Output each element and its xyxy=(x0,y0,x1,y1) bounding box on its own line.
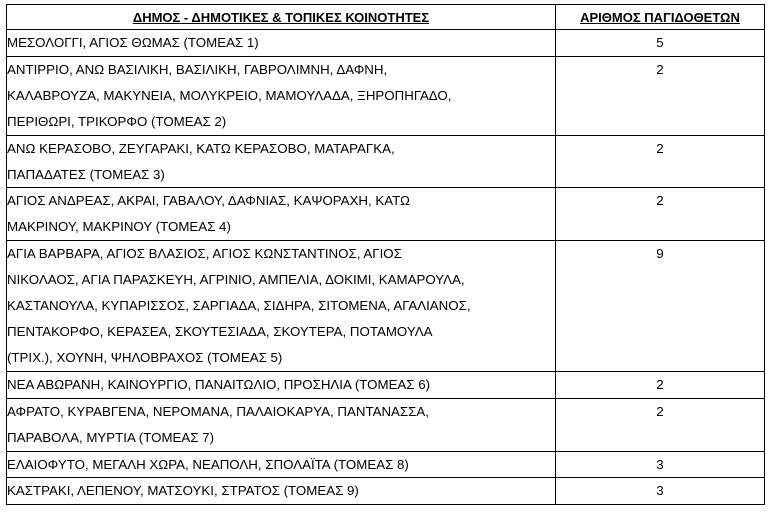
area-line: ΕΛΑΙΟΦΥΤΟ, ΜΕΓΑΛΗ ΧΩΡΑ, ΝΕΑΠΟΛΗ, ΣΠΟΛΑΪΤΑ (ΤΟΜΕΑΣ 8) xyxy=(7,456,409,472)
area-cell xyxy=(7,135,556,188)
table-row xyxy=(7,30,765,57)
area-cell xyxy=(7,241,556,372)
area-line: ΜΑΚΡΙΝΟΥ, ΜΑΚΡΙΝΟΥ (ΤΟΜΕΑΣ 4) xyxy=(7,219,231,235)
sectors-table xyxy=(6,4,765,505)
trap-count-cell: 2 xyxy=(556,56,765,135)
trap-count-cell: 3 xyxy=(556,451,765,478)
table-row xyxy=(7,241,765,372)
area-line: ΜΕΣΟΛΟΓΓΙ, ΑΓΙΟΣ ΘΩΜΑΣ (ΤΟΜΕΑΣ 1) xyxy=(7,35,259,50)
table-row xyxy=(7,478,765,505)
area-line: ΠΑΡΑΒΟΛΑ, ΜΥΡΤΙΑ (ΤΟΜΕΑΣ 7) xyxy=(7,429,214,445)
area-cell xyxy=(7,478,556,505)
area-line: ΝΙΚΟΛΑΟΣ, ΑΓΙΑ ΠΑΡΑΣΚΕΥΗ, ΑΓΡΙΝΙΟ, ΑΜΠΕΛΙΑ, ΔΟΚΙΜΙ, ΚΑΜΑΡΟΥΛΑ, xyxy=(7,272,465,288)
area-cell xyxy=(7,56,556,135)
table-row xyxy=(7,188,765,241)
area-line: ΚΑΣΤΑΝΟΥΛΑ, ΚΥΠΑΡΙΣΣΟΣ, ΣΑΡΓΙΑΔΑ, ΣΙΔΗΡΑ, ΣΙΤΟΜΕΝΑ, ΑΓΑΛΙΑΝΟΣ, xyxy=(7,298,471,314)
trap-count-cell: 5 xyxy=(556,30,765,57)
area-line: ΚΑΛΑΒΡΟΥΖΑ, ΜΑΚΥΝΕΙΑ, ΜΟΛΥΚΡΕΙΟ, ΜΑΜΟΥΛΑΔΑ, ΞΗΡΟΠΗΓΑΔΟ, xyxy=(7,87,452,103)
trap-count-cell: 2 xyxy=(556,398,765,451)
area-cell xyxy=(7,188,556,241)
table-row xyxy=(7,56,765,135)
area-line: ΠΑΠΑΔΑΤΕΣ (ΤΟΜΕΑΣ 3) xyxy=(7,166,165,182)
area-line: ΠΕΝΤΑΚΟΡΦΟ, ΚΕΡΑΣΕΑ, ΣΚΟΥΤΕΣΙΑΔΑ, ΣΚΟΥΤΕΡΑ, ΠΟΤΑΜΟΥΛΑ xyxy=(7,323,433,339)
area-line: ΑΓΙΑ ΒΑΡΒΑΡΑ, ΑΓΙΟΣ ΒΛΑΣΙΟΣ, ΑΓΙΟΣ ΚΩΝΣΤΑΝΤΙΝΟΣ, ΑΓΙΟΣ xyxy=(7,246,402,262)
trap-count-cell: 9 xyxy=(556,241,765,372)
area-line: ΑΝΩ ΚΕΡΑΣΟΒΟ, ΖΕΥΓΑΡΑΚΙ, ΚΑΤΩ ΚΕΡΑΣΟΒΟ, ΜΑΤΑΡΑΓΚΑ, xyxy=(7,140,395,156)
trap-count-cell: 2 xyxy=(556,188,765,241)
trap-count-cell: 2 xyxy=(556,135,765,188)
area-line: (ΤΡΙΧ.), ΧΟΥΝΗ, ΨΗΛΟΒΡΑΧΟΣ (ΤΟΜΕΑΣ 5) xyxy=(7,349,283,365)
area-cell xyxy=(7,451,556,478)
area-cell xyxy=(7,371,556,398)
table-row xyxy=(7,451,765,478)
header-trap-count: ΑΡΙΘΜΟΣ ΠΑΓΙΔΟΘΕΤΩΝ xyxy=(556,5,765,30)
area-cell xyxy=(7,398,556,451)
header-area: ΔΗΜΟΣ - ΔΗΜΟΤΙΚΕΣ & ΤΟΠΙΚΕΣ ΚΟΙΝΟΤΗΤΕΣ xyxy=(7,5,556,30)
table-row xyxy=(7,371,765,398)
area-line: ΝΕΑ ΑΒΩΡΑΝΗ, ΚΑΙΝΟΥΡΓΙΟ, ΠΑΝΑΙΤΩΛΙΟ, ΠΡΟΣΗΛΙΑ (ΤΟΜΕΑΣ 6) xyxy=(7,376,431,392)
area-line: ΑΦΡΑΤΟ, ΚΥΡΑΒΓΕΝΑ, ΝΕΡΟΜΑΝΑ, ΠΑΛΑΙΟΚΑΡΥΑ, ΠΑΝΤΑΝΑΣΣΑ, xyxy=(7,403,429,419)
table-row xyxy=(7,398,765,451)
trap-count-cell: 2 xyxy=(556,371,765,398)
header-row xyxy=(7,5,765,30)
table-row xyxy=(7,135,765,188)
area-line: ΠΕΡΙΘΩΡΙ, ΤΡΙΚΟΡΦΟ (ΤΟΜΕΑΣ 2) xyxy=(7,113,227,129)
area-line: ΑΝΤΙΡΡΙΟ, ΑΝΩ ΒΑΣΙΛΙΚΗ, ΒΑΣΙΛΙΚΗ, ΓΑΒΡΟΛΙΜΝΗ, ΔΑΦΝΗ, xyxy=(7,61,388,77)
table-body xyxy=(7,30,765,505)
area-cell xyxy=(7,30,556,57)
trap-count-cell: 3 xyxy=(556,478,765,505)
area-line: ΚΑΣΤΡΑΚΙ, ΛΕΠΕΝΟΥ, ΜΑΤΣΟΥΚΙ, ΣΤΡΑΤΟΣ (ΤΟΜΕΑΣ 9) xyxy=(7,483,359,499)
area-line: ΑΓΙΟΣ ΑΝΔΡΕΑΣ, ΑΚΡΑΙ, ΓΑΒΑΛΟΥ, ΔΑΦΝΙΑΣ, ΚΑΨΟΡΑΧΗ, ΚΑΤΩ xyxy=(7,193,410,209)
